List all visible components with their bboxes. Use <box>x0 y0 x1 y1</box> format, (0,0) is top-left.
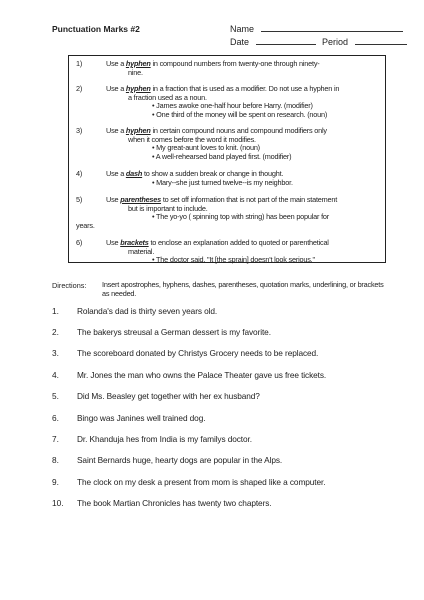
period-field[interactable] <box>355 44 407 45</box>
period-label: Period <box>322 37 349 47</box>
rule-example: • One third of the money will be spent on research. (noun) <box>152 109 328 119</box>
directions-text: Insert apostrophes, hyphens, dashes, parentheses, quotation marks, underlining, or brackets as needed. <box>102 280 384 298</box>
question-sentence[interactable]: Bingo was Janines well trained dog. <box>77 413 206 423</box>
rule-description: in certain compound nouns and compound modifiers only <box>150 126 327 135</box>
rule-example: • My great-aunt loves to knit. (noun) <box>152 143 260 153</box>
rule-prefix: Use a <box>106 84 126 93</box>
question-sentence[interactable]: The bakerys streusal a German dessert is my favorite. <box>77 327 271 337</box>
date-label: Date <box>230 37 250 47</box>
rule-text <box>106 239 362 265</box>
rule-keyword: parentheses <box>120 195 162 204</box>
rule-text <box>106 85 362 119</box>
date-period-row <box>230 37 407 47</box>
rule-number: 4) <box>76 169 83 178</box>
rule-prefix: Use a <box>106 169 126 178</box>
question-number: 6. <box>52 413 59 423</box>
question-number: 10. <box>52 498 64 508</box>
question-number: 9. <box>52 477 59 487</box>
question-sentence[interactable]: Rolanda's dad is thirty seven years old. <box>77 306 218 316</box>
rule-keyword: brackets <box>120 238 149 247</box>
rule-keyword: dash <box>125 169 143 178</box>
question-sentence[interactable]: The clock on my desk a present from mom is shaped like a computer. <box>77 477 326 487</box>
rule-number: 3) <box>76 126 83 135</box>
question-number: 5. <box>52 391 59 401</box>
directions-label: Directions: <box>52 281 87 290</box>
rule-keyword: hyphen <box>125 126 151 135</box>
rule-example: • James awoke one-half hour before Harry. (modifier) <box>152 101 313 111</box>
date-field[interactable] <box>256 44 316 45</box>
rule-continuation: but is important to include. <box>128 203 208 213</box>
rule-continuation: nine. <box>128 67 143 77</box>
rule-continuation: a fraction used as a noun. <box>128 92 207 102</box>
rule-number: 1) <box>76 59 83 68</box>
rule-description: to show a sudden break or change in thought. <box>142 169 284 178</box>
rule-description: in a fraction that is used as a modifier. Do not use a hyphen in <box>150 84 340 93</box>
rule-description: in compound numbers from twenty-one through ninety- <box>150 59 320 68</box>
question-number: 4. <box>52 370 59 380</box>
question-number: 2. <box>52 327 59 337</box>
rule-keyword: hyphen <box>125 84 151 93</box>
question-sentence[interactable]: Mr. Jones the man who owns the Palace Theater gave us free tickets. <box>77 370 327 380</box>
rule-prefix: Use <box>106 195 121 204</box>
worksheet-title: Punctuation Marks #2 <box>52 24 140 34</box>
rule-continuation: when it comes before the word it modifies. <box>128 134 256 144</box>
rule-text <box>106 170 362 187</box>
rule-number: 2) <box>76 84 83 93</box>
question-sentence[interactable]: Saint Bernards huge, hearty dogs are popular in the Alps. <box>77 455 283 465</box>
rule-keyword: hyphen <box>125 59 151 68</box>
rule-text <box>106 196 362 222</box>
question-number: 3. <box>52 348 59 358</box>
question-sentence[interactable]: Dr. Khanduja hes from India is my familys doctor. <box>77 434 252 444</box>
question-number: 7. <box>52 434 59 444</box>
rule-text <box>106 127 362 161</box>
question-sentence[interactable]: The scoreboard donated by Christys Grocery needs to be replaced. <box>77 348 319 358</box>
question-number: 8. <box>52 455 59 465</box>
rule-text <box>106 60 362 77</box>
question-sentence[interactable]: Did Ms. Beasley get together with her ex husband? <box>77 391 260 401</box>
name-field[interactable] <box>261 31 403 32</box>
rule-description: to enclose an explanation added to quoted or parenthetical <box>148 238 329 247</box>
question-number: 1. <box>52 306 59 316</box>
rule-number: 5) <box>76 195 83 204</box>
name-row <box>230 24 403 34</box>
rule-prefix: Use a <box>106 126 126 135</box>
rule-prefix: Use a <box>106 59 126 68</box>
rule-example: • Mary--she just turned twelve--is my neighbor. <box>152 177 293 187</box>
rule-continuation: material. <box>128 246 155 256</box>
rule-example: • A well-rehearsed band played first. (modifier) <box>152 151 292 161</box>
rule-tail: years. <box>76 220 95 230</box>
rule-example: • The doctor said, "It [the sprain] doesn't look serious." <box>152 255 315 265</box>
rule-description: to set off information that is not part of the main statement <box>161 195 338 204</box>
rule-example: • The yo-yo ( spinning top with string) has been popular for <box>152 212 329 222</box>
name-label: Name <box>230 24 255 34</box>
rule-number: 6) <box>76 238 83 247</box>
rule-prefix: Use <box>106 238 121 247</box>
question-sentence[interactable]: The book Martian Chronicles has twenty two chapters. <box>77 498 272 508</box>
